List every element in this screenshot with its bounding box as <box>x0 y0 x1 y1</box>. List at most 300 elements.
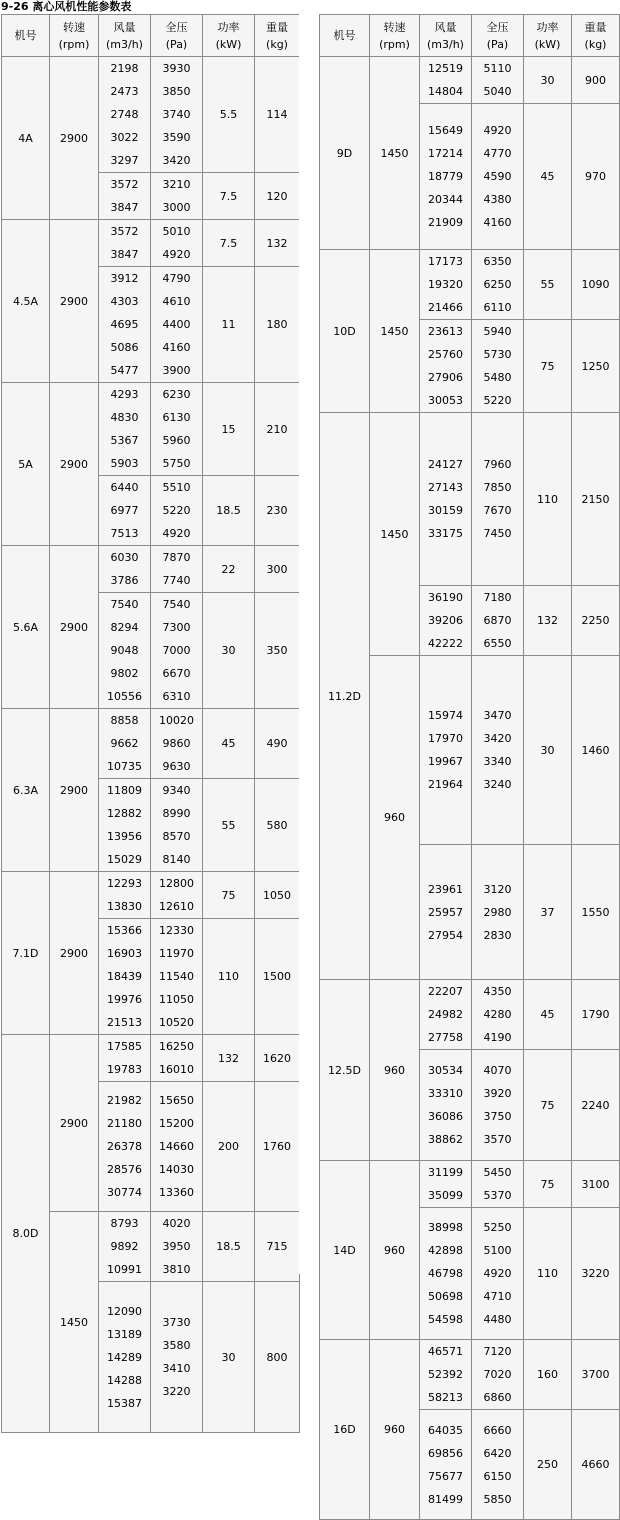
cell-value: 5850 <box>483 1492 512 1506</box>
cell-value: 10020 <box>159 714 194 727</box>
pressure-cell <box>151 593 203 709</box>
cell-value: 4770 <box>483 147 512 160</box>
cell-value: 10735 <box>107 760 142 773</box>
cell-value: 36190 <box>428 591 463 604</box>
speed-cell: 2900 <box>50 709 99 872</box>
cell-value: 17173 <box>428 255 463 268</box>
cell-value: 39206 <box>428 614 463 627</box>
cell-value: 2830 <box>483 928 512 942</box>
cell-value: 9048 <box>110 644 139 657</box>
cell-value: 75677 <box>428 1469 463 1483</box>
cell-value: 12800 <box>159 877 194 890</box>
cell-value: 19967 <box>428 755 463 768</box>
cell-value: 13360 <box>159 1186 194 1199</box>
model-cell: 16D <box>320 1340 370 1520</box>
cell-value: 5480 <box>483 371 512 384</box>
cell-value: 4160 <box>162 341 191 354</box>
cell-value: 21982 <box>107 1094 142 1107</box>
model-cell: 4.5A <box>2 220 50 383</box>
cell-value: 15366 <box>107 924 142 937</box>
flow-cell <box>420 1050 472 1161</box>
cell-value: 4920 <box>483 1267 512 1280</box>
flow-cell <box>420 656 472 845</box>
header-weight <box>572 15 620 57</box>
cell-value: 4400 <box>162 318 191 331</box>
cell-value: 7740 <box>162 574 191 587</box>
cell-value: 13830 <box>107 900 142 913</box>
flow-cell <box>99 546 151 593</box>
speed-cell: 2900 <box>50 220 99 383</box>
header-pressure <box>151 15 203 57</box>
cell-value: 6130 <box>162 411 191 424</box>
speed-cell: 2900 <box>50 872 99 1035</box>
pressure-cell <box>151 57 203 173</box>
header-text: (m3/h) <box>427 37 464 51</box>
weight-cell: 1550 <box>572 845 620 980</box>
header-weight <box>255 15 300 57</box>
cell-value: 5370 <box>483 1189 512 1202</box>
cell-value: 52392 <box>428 1368 463 1381</box>
cell-value: 4695 <box>110 318 139 331</box>
header-flow <box>99 15 151 57</box>
cell-value: 5010 <box>162 225 191 238</box>
cell-value: 7960 <box>483 458 512 471</box>
cell-value: 14804 <box>428 85 463 98</box>
pressure-cell <box>472 320 524 413</box>
cell-value: 13956 <box>107 830 142 843</box>
model-cell: 11.2D <box>320 413 370 980</box>
model-cell: 6.3A <box>2 709 50 872</box>
table-body-left <box>2 57 300 1433</box>
header-text: 风量 <box>113 20 136 34</box>
cell-value: 16250 <box>159 1040 194 1053</box>
cell-value: 6440 <box>110 481 139 494</box>
table-row <box>2 709 300 779</box>
header-text: 机号 <box>14 29 37 42</box>
weight-cell: 1760 <box>255 1082 300 1212</box>
cell-value: 12610 <box>159 900 194 913</box>
weight-cell: 120 <box>255 173 300 220</box>
cell-value: 12519 <box>428 62 463 75</box>
pressure-cell <box>151 1282 203 1433</box>
cell-value: 4280 <box>483 1008 512 1021</box>
flow-cell <box>99 919 151 1035</box>
cell-value: 8990 <box>162 807 191 820</box>
weight-cell: 3220 <box>572 1208 620 1340</box>
cell-value: 9662 <box>110 737 139 750</box>
flow-cell <box>420 845 472 980</box>
cell-value: 27758 <box>428 1031 463 1044</box>
speed-cell: 2900 <box>50 546 99 709</box>
cell-value: 3220 <box>162 1385 191 1398</box>
table-row <box>2 220 300 267</box>
power-cell: 30 <box>203 1282 255 1433</box>
cell-value: 4710 <box>483 1290 512 1303</box>
cell-value: 19320 <box>428 278 463 291</box>
cell-value: 15387 <box>107 1396 142 1410</box>
flow-cell <box>420 586 472 656</box>
weight-cell: 800 <box>255 1282 300 1433</box>
weight-cell: 230 <box>255 476 300 546</box>
pressure-cell <box>151 220 203 267</box>
cell-value: 46798 <box>428 1267 463 1280</box>
cell-value: 33175 <box>428 527 463 540</box>
flow-cell <box>420 250 472 320</box>
cell-value: 25957 <box>428 905 463 919</box>
cell-value: 17585 <box>107 1040 142 1053</box>
cell-value: 3240 <box>483 778 512 791</box>
flow-cell <box>99 1035 151 1082</box>
cell-value: 4920 <box>162 248 191 261</box>
cell-value: 9630 <box>162 760 191 773</box>
cell-value: 10556 <box>107 690 142 703</box>
cell-value: 15200 <box>159 1117 194 1130</box>
cell-value: 14288 <box>107 1373 142 1387</box>
weight-cell: 3100 <box>572 1161 620 1208</box>
flow-cell <box>99 173 151 220</box>
cell-value: 3810 <box>162 1263 191 1276</box>
weight-cell: 1250 <box>572 320 620 413</box>
power-cell: 132 <box>524 586 572 656</box>
cell-value: 8570 <box>162 830 191 843</box>
cell-value: 10520 <box>159 1016 194 1029</box>
cell-value: 3730 <box>162 1316 191 1329</box>
table-row <box>2 383 300 476</box>
cell-value: 4303 <box>110 295 139 308</box>
power-cell: 55 <box>524 250 572 320</box>
cell-value: 24982 <box>428 1008 463 1021</box>
cell-value: 4293 <box>110 388 139 401</box>
flow-cell <box>420 980 472 1050</box>
cell-value: 7670 <box>483 504 512 517</box>
table-row <box>2 57 300 173</box>
cell-value: 3410 <box>162 1362 191 1375</box>
header-text: 机号 <box>333 29 356 42</box>
cell-value: 27143 <box>428 481 463 494</box>
speed-cell: 960 <box>370 1161 420 1340</box>
header-text: (m3/h) <box>106 37 143 51</box>
cell-value: 5940 <box>483 325 512 338</box>
cell-value: 10991 <box>107 1263 142 1276</box>
cell-value: 17970 <box>428 732 463 745</box>
cell-value: 12090 <box>107 1304 142 1318</box>
header-pressure <box>472 15 524 57</box>
cell-value: 6860 <box>483 1391 512 1404</box>
cell-value: 3210 <box>162 178 191 191</box>
cell-value: 3570 <box>483 1133 512 1146</box>
speed-cell: 960 <box>370 656 420 980</box>
cell-value: 3000 <box>162 201 191 214</box>
power-cell: 30 <box>524 57 572 104</box>
cell-value: 69856 <box>428 1446 463 1460</box>
cell-value: 5750 <box>162 457 191 470</box>
speed-cell: 960 <box>370 980 420 1161</box>
weight-cell: 300 <box>255 546 300 593</box>
cell-value: 23613 <box>428 325 463 338</box>
flow-cell <box>420 413 472 586</box>
header-text: (rpm) <box>58 37 90 51</box>
cell-value: 42222 <box>428 637 463 650</box>
cell-value: 3900 <box>162 364 191 377</box>
cell-value: 2748 <box>110 108 139 121</box>
model-cell: 5.6A <box>2 546 50 709</box>
cell-value: 28576 <box>107 1163 142 1176</box>
header-model <box>320 15 370 57</box>
cell-value: 7540 <box>162 598 191 611</box>
cell-value: 15649 <box>428 124 463 137</box>
pressure-cell <box>151 173 203 220</box>
cell-value: 8140 <box>162 853 191 866</box>
weight-cell: 1090 <box>572 250 620 320</box>
power-cell: 160 <box>524 1340 572 1410</box>
cell-value: 8793 <box>110 1217 139 1230</box>
header-text: (rpm) <box>379 37 410 51</box>
cell-value: 4830 <box>110 411 139 424</box>
cell-value: 17214 <box>428 147 463 160</box>
pressure-cell <box>472 656 524 845</box>
cell-value: 13189 <box>107 1327 142 1341</box>
flow-cell <box>99 383 151 476</box>
cell-value: 4380 <box>483 193 512 206</box>
pressure-cell <box>472 57 524 104</box>
cell-value: 14030 <box>159 1163 194 1176</box>
power-cell: 22 <box>203 546 255 593</box>
power-cell: 7.5 <box>203 173 255 220</box>
power-cell: 132 <box>203 1035 255 1082</box>
cell-value: 3120 <box>483 882 512 896</box>
cell-value: 15974 <box>428 709 463 722</box>
weight-cell: 2240 <box>572 1050 620 1161</box>
flow-cell <box>99 57 151 173</box>
cell-value: 4160 <box>483 216 512 229</box>
pressure-cell <box>472 104 524 250</box>
cell-value: 3420 <box>162 154 191 167</box>
fan-table-right <box>319 14 620 1520</box>
flow-cell <box>99 1212 151 1282</box>
table-row <box>320 250 620 320</box>
flow-cell <box>99 709 151 779</box>
header-text: 转速 <box>383 20 406 34</box>
power-cell: 37 <box>524 845 572 980</box>
cell-value: 3786 <box>110 574 139 587</box>
weight-cell: 4660 <box>572 1410 620 1520</box>
header-power <box>524 15 572 57</box>
cell-value: 81499 <box>428 1492 463 1506</box>
cell-value: 27906 <box>428 371 463 384</box>
cell-value: 5110 <box>483 62 512 75</box>
header-model <box>2 15 50 57</box>
cell-value: 16903 <box>107 947 142 960</box>
cell-value: 4610 <box>162 295 191 308</box>
cell-value: 4920 <box>162 527 191 540</box>
header-flow <box>420 15 472 57</box>
cell-value: 7513 <box>110 527 139 540</box>
flow-cell <box>99 220 151 267</box>
pressure-cell <box>151 919 203 1035</box>
pressure-cell <box>472 980 524 1050</box>
power-cell: 30 <box>524 656 572 845</box>
pressure-cell <box>472 1340 524 1410</box>
header-text: (Pa) <box>486 37 509 51</box>
cell-value: 15029 <box>107 853 142 866</box>
model-cell: 12.5D <box>320 980 370 1161</box>
cell-value: 12330 <box>159 924 194 937</box>
flow-cell <box>99 476 151 546</box>
flow-cell <box>420 1161 472 1208</box>
cell-value: 5510 <box>162 481 191 494</box>
power-cell: 75 <box>524 320 572 413</box>
header-speed <box>370 15 420 57</box>
cell-value: 6350 <box>483 255 512 268</box>
speed-cell: 2900 <box>50 383 99 546</box>
cell-value: 3920 <box>483 1087 512 1100</box>
power-cell: 110 <box>203 919 255 1035</box>
cell-value: 3340 <box>483 755 512 768</box>
flow-cell <box>99 1082 151 1212</box>
cell-value: 3847 <box>110 248 139 261</box>
weight-cell: 715 <box>255 1212 300 1282</box>
cell-value: 30774 <box>107 1186 142 1199</box>
flow-cell <box>420 1410 472 1520</box>
cell-value: 9860 <box>162 737 191 750</box>
speed-cell: 1450 <box>370 250 420 413</box>
flow-cell <box>420 1340 472 1410</box>
cell-value: 7870 <box>162 551 191 564</box>
cell-value: 6310 <box>162 690 191 703</box>
cell-value: 6150 <box>483 1469 512 1483</box>
table-row <box>320 1161 620 1208</box>
cell-value: 6420 <box>483 1446 512 1460</box>
cell-value: 9892 <box>110 1240 139 1253</box>
pressure-cell <box>151 383 203 476</box>
cell-value: 5960 <box>162 434 191 447</box>
weight-cell: 1790 <box>572 980 620 1050</box>
speed-cell: 960 <box>370 1340 420 1520</box>
weight-cell: 1050 <box>255 872 300 919</box>
cell-value: 21513 <box>107 1016 142 1029</box>
cell-value: 3470 <box>483 709 512 722</box>
weight-cell: 1460 <box>572 656 620 845</box>
cell-value: 4480 <box>483 1313 512 1326</box>
pressure-cell <box>151 267 203 383</box>
table-title: 9-26 离心风机性能参数表 <box>1 0 132 13</box>
flow-cell <box>99 1282 151 1433</box>
model-cell: 14D <box>320 1161 370 1340</box>
cell-value: 3572 <box>110 178 139 191</box>
cell-value: 5367 <box>110 434 139 447</box>
cell-value: 36086 <box>428 1110 463 1123</box>
model-cell: 8.0D <box>2 1035 50 1433</box>
header-text: 全压 <box>486 20 509 34</box>
header-text: (kg) <box>584 37 607 51</box>
cell-value: 6977 <box>110 504 139 517</box>
cell-value: 4920 <box>483 124 512 137</box>
cell-value: 30053 <box>428 394 463 407</box>
header-text: (kW) <box>215 37 242 51</box>
fan-table-left <box>1 14 300 1433</box>
cell-value: 21180 <box>107 1117 142 1130</box>
cell-value: 3580 <box>162 1339 191 1352</box>
weight-cell: 900 <box>572 57 620 104</box>
table-row <box>2 1035 300 1082</box>
flow-cell <box>99 872 151 919</box>
power-cell: 5.5 <box>203 57 255 173</box>
cell-value: 2198 <box>110 62 139 75</box>
weight-cell: 3700 <box>572 1340 620 1410</box>
flow-cell <box>420 320 472 413</box>
power-cell: 45 <box>524 104 572 250</box>
header-text: 功率 <box>217 20 240 34</box>
pressure-cell <box>151 709 203 779</box>
pressure-cell <box>151 1082 203 1212</box>
power-cell: 45 <box>524 980 572 1050</box>
cell-value: 7450 <box>483 527 512 540</box>
cell-value: 5903 <box>110 457 139 470</box>
cell-value: 4020 <box>162 1217 191 1230</box>
header-text: 转速 <box>63 20 85 34</box>
power-cell: 250 <box>524 1410 572 1520</box>
pressure-cell <box>151 1035 203 1082</box>
cell-value: 25760 <box>428 348 463 361</box>
cell-value: 2980 <box>483 905 512 919</box>
cell-value: 5040 <box>483 85 512 98</box>
cell-value: 11050 <box>159 993 194 1006</box>
cell-value: 33310 <box>428 1087 463 1100</box>
flow-cell <box>99 779 151 872</box>
cell-value: 4590 <box>483 170 512 183</box>
table-row <box>320 980 620 1050</box>
cell-value: 3740 <box>162 108 191 121</box>
cell-value: 12293 <box>107 877 142 890</box>
power-cell: 110 <box>524 413 572 586</box>
cell-value: 9802 <box>110 667 139 680</box>
model-cell: 10D <box>320 250 370 413</box>
cell-value: 3912 <box>110 272 139 285</box>
cell-value: 3950 <box>162 1240 191 1253</box>
cell-value: 6550 <box>483 637 512 650</box>
cell-value: 7120 <box>483 1345 512 1358</box>
power-cell: 7.5 <box>203 220 255 267</box>
header-text: (kW) <box>534 37 561 51</box>
speed-cell: 1450 <box>370 57 420 250</box>
table-row <box>320 57 620 104</box>
table-body-right <box>320 57 620 1520</box>
model-cell: 4A <box>2 57 50 220</box>
cell-value: 7180 <box>483 591 512 604</box>
cell-value: 11540 <box>159 970 194 983</box>
power-cell: 75 <box>524 1050 572 1161</box>
cell-value: 38862 <box>428 1133 463 1146</box>
table-gap <box>299 14 319 1274</box>
speed-cell: 1450 <box>50 1212 99 1433</box>
cell-value: 3750 <box>483 1110 512 1123</box>
cell-value: 38998 <box>428 1221 463 1234</box>
cell-value: 64035 <box>428 1423 463 1437</box>
cell-value: 6230 <box>162 388 191 401</box>
cell-value: 7850 <box>483 481 512 494</box>
pressure-cell <box>151 1212 203 1282</box>
cell-value: 26378 <box>107 1140 142 1153</box>
cell-value: 5477 <box>110 364 139 377</box>
header-speed <box>50 15 99 57</box>
weight-cell: 2250 <box>572 586 620 656</box>
cell-value: 3850 <box>162 85 191 98</box>
table-row <box>320 1340 620 1410</box>
header-text: (Pa) <box>165 37 188 51</box>
cell-value: 2473 <box>110 85 139 98</box>
cell-value: 35099 <box>428 1189 463 1202</box>
cell-value: 46571 <box>428 1345 463 1358</box>
